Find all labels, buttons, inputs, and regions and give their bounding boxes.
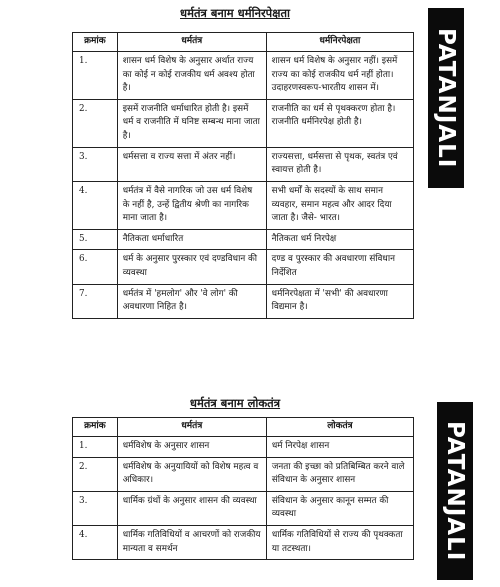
row-serial: 1.: [73, 51, 118, 99]
row-serial: 2.: [73, 99, 118, 147]
table-row: [73, 250, 414, 284]
table2-header-theocracy: धर्मतंत्र: [117, 418, 266, 437]
row-serial: 4.: [73, 181, 118, 229]
row-theocracy-cell: धर्मविशेष के अनुयायियों को विशेष महत्व व अधिकार।: [117, 457, 266, 491]
row-democracy-cell: संविधान के अनुसार कानून सम्मत की व्यवस्था: [266, 491, 413, 525]
row-secularism-cell: राजनीति का धर्म से पृथक्करण होता है। राजनीति धर्मनिरपेक्ष होती है।: [266, 99, 413, 147]
row-serial: 7.: [73, 284, 118, 318]
theocracy-vs-democracy-table: [72, 417, 414, 560]
row-secularism-cell: धर्मनिरपेक्षता में 'सभी' की अवधारणा विद्यमान है।: [266, 284, 413, 318]
table1-header-secularism: धर्मनिरपेक्षता: [266, 33, 413, 52]
row-theocracy-cell: इसमें राजनीति धर्माधारित होती है। इसमें धर्म व राजनीति में घनिष्ट सम्बन्ध माना जाता है।: [117, 99, 266, 147]
table1-header-theocracy: धर्मतंत्र: [117, 33, 266, 52]
row-theocracy-cell: धर्मतंत्र में 'हमलोग' और 'वे लोग' की अवधारणा निहित है।: [117, 284, 266, 318]
row-theocracy-cell: धार्मिक गतिविधियों व आचरणों को राजकीय मान्यता व समर्थन: [117, 526, 266, 560]
table-row: [73, 51, 414, 99]
row-serial: 2.: [73, 457, 118, 491]
row-secularism-cell: दण्ड व पुरस्कार की अवधारणा संविधान निर्देशित: [266, 250, 413, 284]
table-row: [73, 284, 414, 318]
table-row: [73, 526, 414, 560]
patanjali-watermark-band: [437, 402, 473, 580]
row-secularism-cell: सभी धर्मों के सदस्यों के साथ समान व्यवहार, समान महत्व और आदर दिया जाता है। जैसे- भारत।: [266, 181, 413, 229]
table-row: [73, 457, 414, 491]
table1-header-row: [73, 33, 414, 52]
row-theocracy-cell: धर्मसत्ता व राज्य सत्ता में अंतर नहीं।: [117, 147, 266, 181]
table-row: [73, 436, 414, 457]
table2-header-democracy: लोकतंत्र: [266, 418, 413, 437]
table-row: [73, 229, 414, 250]
row-theocracy-cell: शासन धर्म विशेष के अनुसार अर्थात राज्य का कोई न कोई राजकीय धर्म अवश्य होता है।: [117, 51, 266, 99]
row-secularism-cell: नैतिकता धर्म निरपेक्ष: [266, 229, 413, 250]
table-row: [73, 181, 414, 229]
row-serial: 5.: [73, 229, 118, 250]
row-serial: 1.: [73, 436, 118, 457]
row-theocracy-cell: धर्मतंत्र में वैसे नागरिक जो उस धर्म विशेष के नहीं है, उन्हें द्वितीय श्रेणी का नागरिक माना जाता है।: [117, 181, 266, 229]
row-serial: 6.: [73, 250, 118, 284]
patanjali-watermark-band: [428, 8, 464, 188]
row-serial: 4.: [73, 526, 118, 560]
row-serial: 3.: [73, 147, 118, 181]
table1-title: धर्मतंत्र बनाम धर्मनिरपेक्षता: [180, 6, 290, 20]
row-theocracy-cell: धर्म के अनुसार पुरस्कार एवं दण्डविधान की व्यवस्था: [117, 250, 266, 284]
table2-header-serial: क्रमांक: [73, 418, 118, 437]
table2-title: धर्मतंत्र बनाम लोकतंत्र: [189, 396, 281, 410]
row-secularism-cell: शासन धर्म विशेष के अनुसार नहीं। इसमें राज्य का कोई राजकीय धर्म नहीं होता। उदाहरणस्वरूप-भारतीय शासन में।: [266, 51, 413, 99]
row-secularism-cell: राज्यसत्ता, धर्मसत्ता से पृथक, स्वतंत्र एवं स्वायत्त होती है।: [266, 147, 413, 181]
row-democracy-cell: धार्मिक गतिविधियों से राज्य की पृथक्कता या तटस्थता।: [266, 526, 413, 560]
watermark-text: PATANJALI: [433, 27, 459, 169]
theocracy-vs-secularism-table: [72, 32, 414, 319]
table-row: [73, 99, 414, 147]
table2-header-row: [73, 418, 414, 437]
row-theocracy-cell: नैतिकता धर्माधारित: [117, 229, 266, 250]
watermark-text: PATANJALI: [442, 420, 468, 562]
row-theocracy-cell: धर्मविशेष के अनुसार शासन: [117, 436, 266, 457]
row-theocracy-cell: धार्मिक ग्रंथों के अनुसार शासन की व्यवस्था: [117, 491, 266, 525]
table1-header-serial: क्रमांक: [73, 33, 118, 52]
row-serial: 3.: [73, 491, 118, 525]
table-row: [73, 147, 414, 181]
table-row: [73, 491, 414, 525]
row-democracy-cell: जनता की इच्छा को प्रतिबिम्बित करने वाले संविधान के अनुसार शासन: [266, 457, 413, 491]
row-democracy-cell: धर्म निरपेक्ष शासन: [266, 436, 413, 457]
